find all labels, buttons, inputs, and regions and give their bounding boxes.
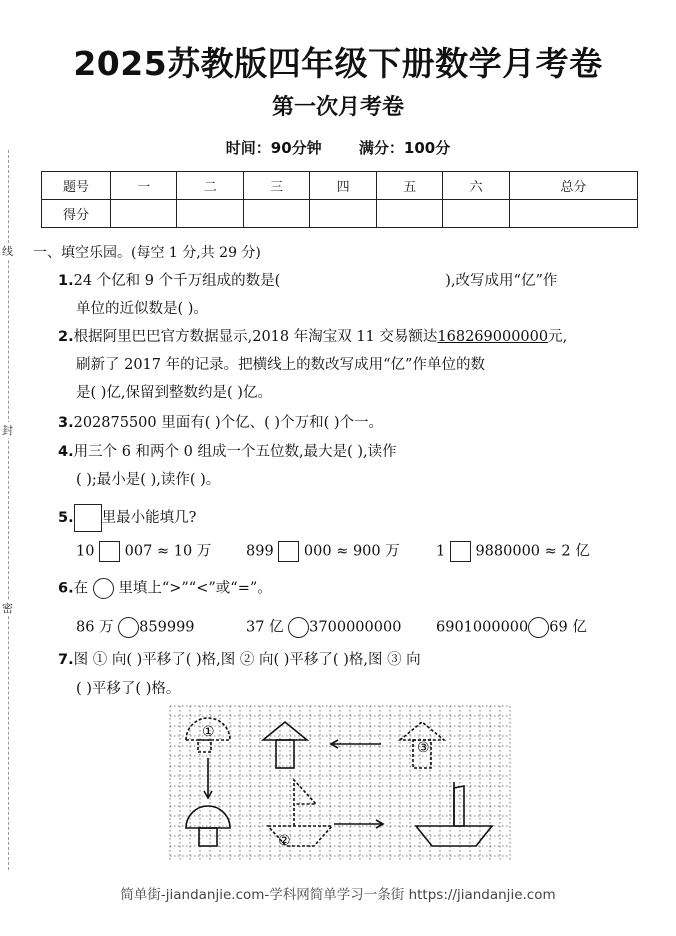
question-5-item-2: [246, 541, 400, 562]
score-cell[interactable]: [376, 200, 442, 228]
score-header-cell: 四: [310, 172, 376, 200]
figure-2-dashed-sail: [294, 780, 316, 826]
item-text: 6901000000: [436, 619, 529, 636]
question-number: 4.: [58, 444, 74, 460]
question-number: 7.: [58, 652, 74, 668]
question-text: 图 ① 向( )平移了( )格,图 ② 向( )平移了( )格,图 ③ 向: [73, 652, 421, 668]
score-cell[interactable]: [111, 200, 177, 228]
item-text: 10: [76, 543, 95, 560]
item-text: 1: [436, 543, 446, 560]
question-6-item-1: [76, 617, 195, 638]
figure-label-2: ②: [278, 833, 291, 849]
score-cell[interactable]: [310, 200, 376, 228]
item-text: 007 ≈ 10 万: [124, 543, 212, 560]
score-cell[interactable]: [509, 200, 637, 228]
circle-icon: [93, 578, 114, 599]
score-header-cell: 六: [443, 172, 509, 200]
figure-1-stem: [199, 828, 217, 846]
exam-info: [0, 137, 676, 158]
item-text: 86 万: [76, 619, 114, 636]
question-4: [58, 442, 397, 462]
question-text: 在: [73, 580, 89, 597]
question-text: 元,: [548, 329, 568, 345]
binding-char-secret: 密: [2, 602, 13, 615]
item-text: 859999: [139, 619, 195, 636]
question-text: 根据阿里巴巴官方数据显示,2018 年淘宝双 11 交易额达: [73, 329, 438, 345]
score-header-cell: 总分: [509, 172, 637, 200]
question-number: 1.: [58, 273, 74, 289]
page-subtitle: 第一次月考卷: [271, 95, 404, 120]
score-header-cell: 二: [177, 172, 243, 200]
score-header-cell: 五: [376, 172, 442, 200]
score-row-label: 得分: [42, 200, 111, 228]
question-1-line-2: 单位的近似数是( )。: [76, 301, 208, 317]
item-text: 9880000 ≈ 2 亿: [475, 543, 590, 560]
item-text: 69 亿: [549, 619, 587, 636]
question-text: 里填上“>”“<”或“=”。: [118, 580, 272, 597]
question-text: 24 个亿和 9 个千万组成的数是(: [73, 273, 281, 289]
underlined-number: 168269000000: [437, 329, 549, 345]
question-5-item-1: [76, 541, 211, 562]
score-header-cell: 三: [243, 172, 309, 200]
question-3: [58, 413, 383, 433]
item-text: 899: [246, 543, 274, 560]
binding-char-seal: 封: [2, 424, 13, 437]
answer-circle[interactable]: [528, 617, 549, 638]
score-table-score-row: [42, 200, 638, 228]
question-text: 用三个 6 和两个 0 组成一个五位数,最大是( ),读作: [73, 444, 397, 460]
binding-char-line: 线: [2, 245, 13, 258]
question-number: 2.: [58, 329, 74, 345]
question-5: [58, 504, 196, 532]
question-7-line-2: ( )平移了( )格。: [76, 681, 181, 697]
score-cell[interactable]: [243, 200, 309, 228]
question-text: 202875500 里面有( )个亿、( )个万和( )个一。: [73, 415, 384, 431]
full-score: 满分：100分: [358, 139, 451, 157]
answer-circle[interactable]: [118, 617, 139, 638]
question-number: 6.: [58, 580, 74, 597]
question-text: 里最小能填几?: [101, 510, 197, 526]
figure-label-1: ①: [202, 724, 215, 740]
score-table-header-row: [42, 172, 638, 200]
question-2-line-2: 刷新了 2017 年的记录。把横线上的数改写成用“亿”作单位的数: [76, 357, 485, 373]
dotted-grid: [170, 706, 510, 862]
question-5-item-3: [436, 541, 590, 562]
question-2-line-3: 是( )亿,保留到整数约是( )亿。: [76, 385, 272, 401]
page-title: 2025苏教版四年级下册数学月考卷: [73, 44, 603, 83]
item-text: 3700000000: [309, 619, 402, 636]
answer-circle[interactable]: [288, 617, 309, 638]
answer-box[interactable]: [450, 541, 471, 562]
question-7: [58, 650, 421, 670]
score-cell[interactable]: [443, 200, 509, 228]
section-heading: 一、填空乐园。(每空 1 分,共 29 分): [33, 245, 261, 261]
score-header-cell: 题号: [42, 172, 111, 200]
time-limit: 时间：90分钟: [225, 139, 322, 157]
question-number: 5.: [58, 510, 74, 526]
question-1: [58, 271, 557, 291]
answer-box[interactable]: [99, 541, 120, 562]
answer-box[interactable]: [278, 541, 299, 562]
score-cell[interactable]: [177, 200, 243, 228]
question-2: [58, 327, 567, 347]
score-table: [41, 171, 638, 228]
item-text: 000 ≈ 900 万: [303, 543, 400, 560]
question-6-item-2: [246, 617, 401, 638]
question-number: 3.: [58, 415, 74, 431]
score-header-cell: 一: [111, 172, 177, 200]
figure-3-body: [276, 740, 294, 768]
item-text: 37 亿: [246, 619, 284, 636]
footer-text: 简单街-jiandanjie.com-学科网简单学习一条街 https://jiandanjie.com: [120, 887, 556, 903]
figure-1-cap: [186, 806, 230, 828]
figure-label-3: ③: [417, 740, 430, 756]
square-box-icon: [74, 504, 102, 532]
translation-figure: [168, 704, 512, 864]
question-6-item-3: [436, 617, 587, 638]
question-4-line-2: ( );最小是( ),读作( )。: [76, 472, 221, 488]
figure-3-roof-dashed: [400, 722, 444, 740]
question-6: [58, 578, 272, 599]
question-text: ),改写成用“亿”作: [445, 273, 558, 289]
